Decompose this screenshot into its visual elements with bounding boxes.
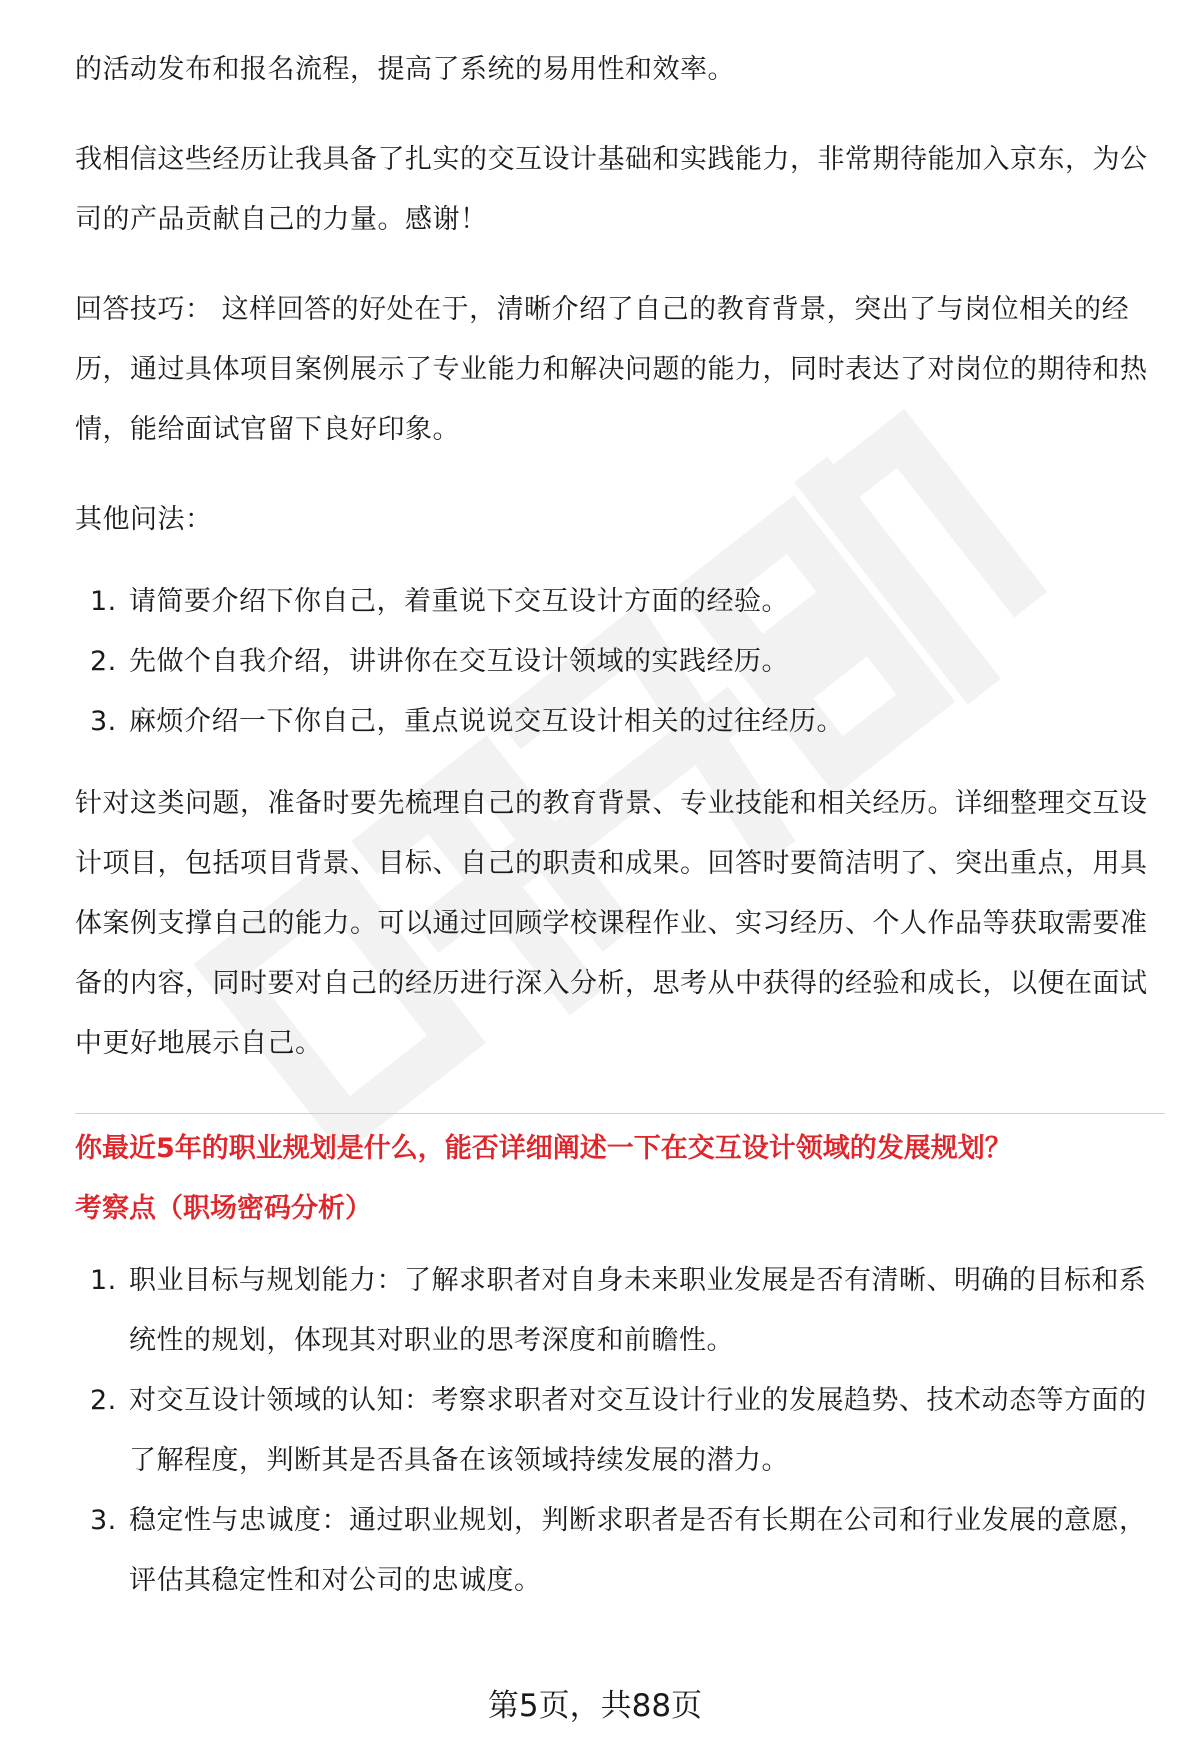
conclusion-paragraph: 我相信这些经历让我具备了扎实的交互设计基础和实践能力，非常期待能加入京东，为公司的产品贡献自己的力量。感谢！ xyxy=(75,144,1148,235)
list-item: 1. 请简要介绍下你自己，着重说下交互设计方面的经验。 xyxy=(90,586,789,617)
list-item: 3. 麻烦介绍一下你自己，重点说说交互设计相关的过往经历。 xyxy=(90,706,844,737)
page-content xyxy=(75,40,1165,1611)
list-item: 2. 先做个自我介绍，讲讲你在交互设计领域的实践经历。 xyxy=(90,646,789,677)
intro-line: 的活动发布和报名流程，提高了系统的易用性和效率。 xyxy=(75,54,735,85)
list-item: 3. 稳定性与忠诚度：通过职业规划，判断求职者是否有长期在公司和行业发展的意愿，评估其稳定性和对公司的忠诚度。 xyxy=(90,1505,1147,1596)
advice-paragraph: 针对这类问题，准备时要先梳理自己的教育背景、专业技能和相关经历。详细整理交互设计项目，包括项目背景、目标、自己的职责和成果。回答时要简洁明了、突出重点，用具体案例支撑自己的能力。可以通过回顾学校课程作业、实习经历、个人作品等获取需要准备的内容，同时要对自己的经历进行深入分析，思考从中获得的经验和成长，以便在面试中更好地展示自己。 xyxy=(75,788,1148,1059)
question-title: 你最近5年的职业规划是什么，能否详细阐述一下在交互设计领域的发展规划？ xyxy=(75,1133,1012,1164)
other-questions-label: 其他问法： xyxy=(75,504,213,535)
analysis-title: 考察点（职场密码分析） xyxy=(75,1193,372,1224)
section-divider xyxy=(75,1113,1165,1114)
list-item: 1. 职业目标与规划能力：了解求职者对自身未来职业发展是否有清晰、明确的目标和系统性的规划，体现其对职业的思考深度和前瞻性。 xyxy=(90,1265,1147,1356)
tips-paragraph: 回答技巧： 这样回答的好处在于，清晰介绍了自己的教育背景，突出了与岗位相关的经历，通过具体项目案例展示了专业能力和解决问题的能力，同时表达了对岗位的期待和热情，能给面试官留下良好印象。 xyxy=(75,294,1148,445)
page-footer: 第5页，共88页 xyxy=(487,1688,703,1724)
other-questions-list xyxy=(75,572,1165,752)
analysis-list xyxy=(75,1251,1165,1611)
list-item: 2. 对交互设计领域的认知：考察求职者对交互设计行业的发展趋势、技术动态等方面的了解程度，判断其是否具备在该领域持续发展的潜力。 xyxy=(90,1385,1147,1476)
